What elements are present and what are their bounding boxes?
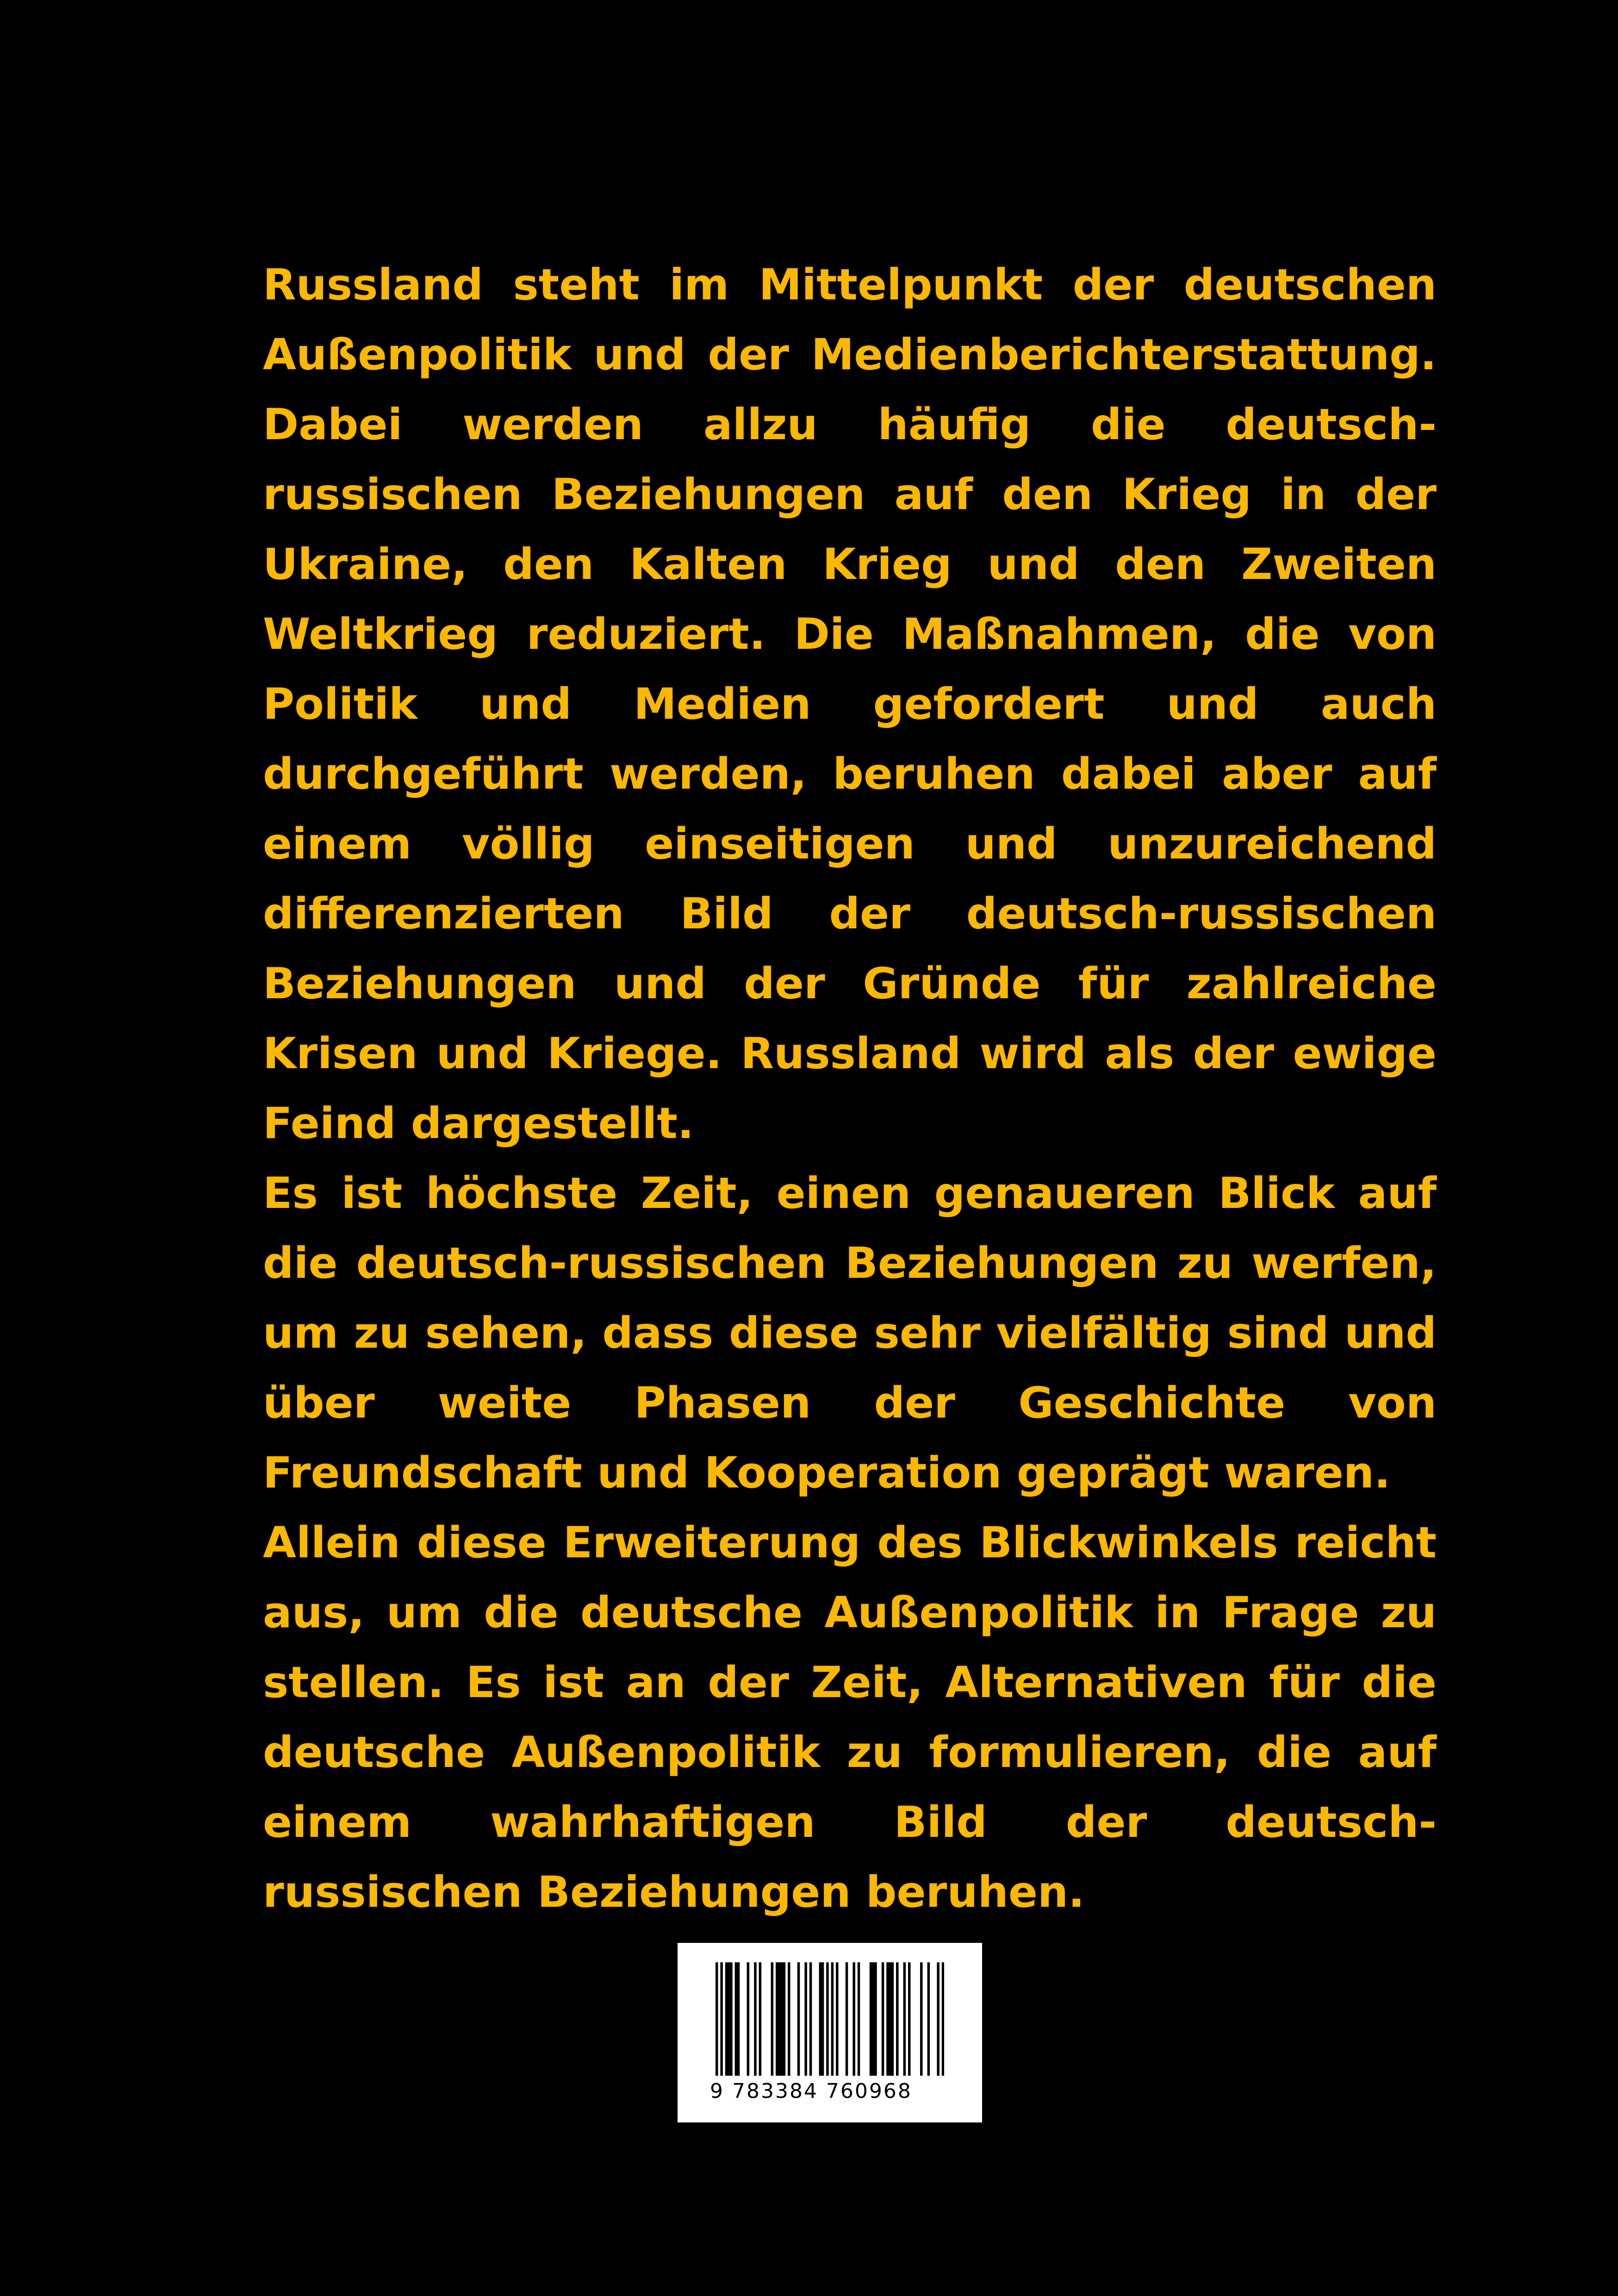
barcode-bar bbox=[846, 1962, 848, 2076]
barcode-bar bbox=[821, 1962, 824, 2076]
barcode-bar bbox=[747, 1962, 750, 2076]
back-cover-blurb bbox=[263, 250, 1437, 1927]
barcode-bar bbox=[776, 1962, 778, 2076]
blurb-paragraph-1: Russland steht im Mittelpunkt der deutschen Außenpolitik und der Medienberichterstattung. Dabei werden allzu häufig die deutsch-russischen Beziehungen auf den Krieg in der Ukraine, den Kalten Krieg und den Zweiten Weltkrieg reduziert. Die Maßnahmen, die von Politik und Medien gefordert und auch durchgeführt werden, beruhen dabei aber auf einem völlig einseitigen und unzureichend differenzierten Bild der deutsch-russischen Beziehungen und der Gründe für zahlreiche Krisen und Kriege. Russland wird als der ewige Feind dargestellt. bbox=[263, 260, 1437, 1148]
barcode-bar bbox=[771, 1962, 774, 2076]
barcode-bar bbox=[716, 1962, 718, 2076]
barcode-bar bbox=[908, 1962, 911, 2076]
barcode-bar bbox=[920, 1962, 923, 2076]
barcode-bar bbox=[927, 1962, 930, 2076]
barcode-bar bbox=[886, 1962, 889, 2076]
barcode-bar bbox=[889, 1962, 891, 2076]
blurb-paragraph-3: Allein diese Erweiterung des Blickwinkels reicht aus, um die deutsche Außenpolitik in Frage zu stellen. Es ist an der Zeit, Alternativen für die deutsche Außenpolitik zu formulieren, die auf einem wahrhaftigen Bild der deutsch-russischen Beziehungen beruhen. bbox=[263, 1518, 1437, 1917]
barcode-bar bbox=[804, 1962, 807, 2076]
barcode-bar bbox=[735, 1962, 738, 2076]
barcode-bar bbox=[896, 1962, 899, 2076]
barcode-bar bbox=[788, 1962, 790, 2076]
barcode-bar bbox=[809, 1962, 812, 2076]
barcode-bar bbox=[728, 1962, 730, 2076]
barcode-bar bbox=[891, 1962, 894, 2076]
barcode-bar bbox=[942, 1962, 944, 2076]
barcode-bar bbox=[778, 1962, 781, 2076]
barcode-bar bbox=[836, 1962, 839, 2076]
barcode-bar bbox=[720, 1962, 723, 2076]
barcode-bar bbox=[870, 1962, 872, 2076]
barcode-bar bbox=[754, 1962, 757, 2076]
barcode-bar bbox=[797, 1962, 800, 2076]
barcode-bar bbox=[725, 1962, 728, 2076]
barcode-bar bbox=[874, 1962, 877, 2076]
barcode-bar bbox=[903, 1962, 906, 2076]
barcode-bar bbox=[730, 1962, 733, 2076]
barcode-bar bbox=[831, 1962, 834, 2076]
barcode-bar bbox=[826, 1962, 829, 2076]
barcode-number: 9 783384 760968 bbox=[710, 2079, 912, 2103]
barcode-bar bbox=[937, 1962, 940, 2076]
barcode-bar bbox=[783, 1962, 786, 2076]
barcode-bars bbox=[716, 1962, 944, 2076]
barcode-bar bbox=[872, 1962, 875, 2076]
barcode-bar bbox=[882, 1962, 884, 2076]
isbn-barcode bbox=[678, 1943, 982, 2122]
blurb-paragraph-2: Es ist höchste Zeit, einen genaueren Blick auf die deutsch-russischen Beziehungen zu werfen, um zu sehen, dass diese sehr vielfältig sind und über weite Phasen der Geschichte von Freundschaft und Kooperation geprägt waren. bbox=[263, 1168, 1437, 1498]
barcode-bar bbox=[819, 1962, 822, 2076]
barcode-bar bbox=[737, 1962, 740, 2076]
barcode-bar bbox=[853, 1962, 855, 2076]
barcode-bar bbox=[858, 1962, 860, 2076]
barcode-bar bbox=[780, 1962, 783, 2076]
barcode-bar bbox=[759, 1962, 762, 2076]
